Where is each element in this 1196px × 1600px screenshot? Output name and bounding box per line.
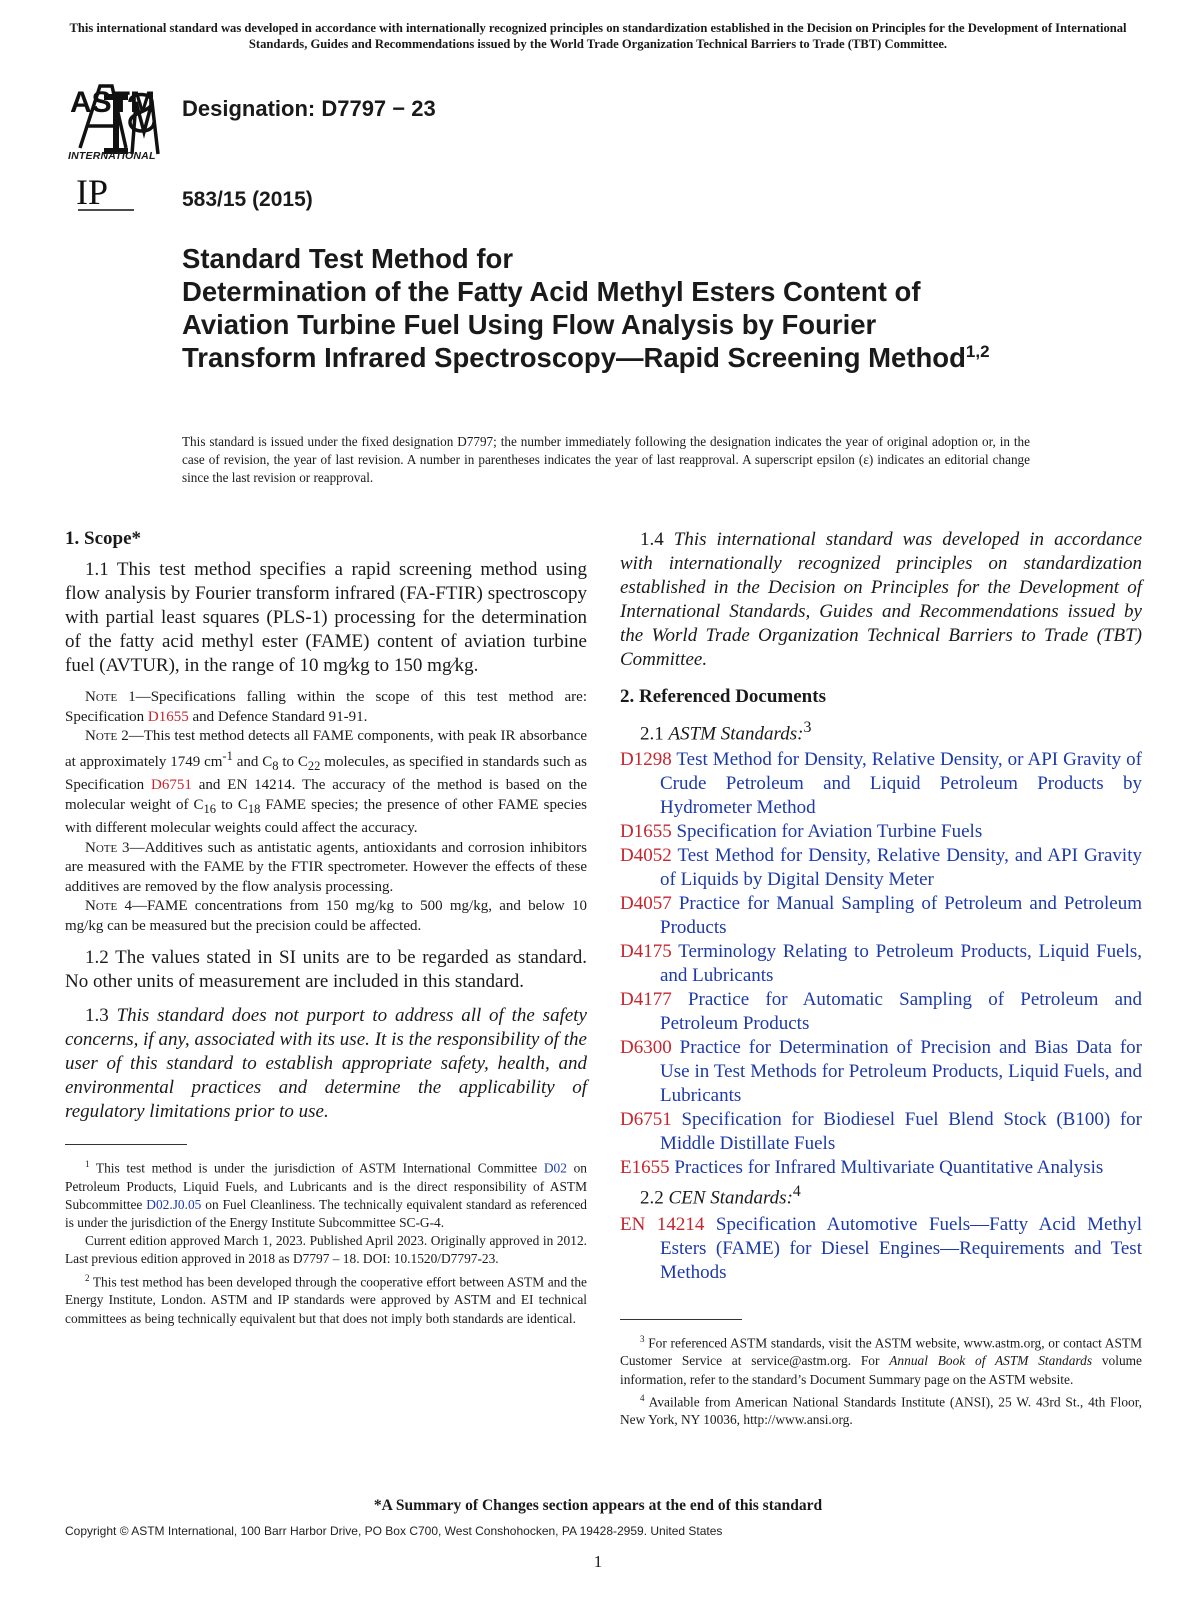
astm-international-label: INTERNATIONAL	[68, 150, 156, 162]
reference-item[interactable]: D4175 Terminology Relating to Petroleum Products, Liquid Fuels, and Lubricants	[620, 941, 1142, 987]
footnote-4: $^4$ Available from American National Standards Institute (ANSI), 25 W. 43rd St., 4th Floor, New York, NY 10036, http://www.ansi.org.	[620, 1392, 1142, 1428]
document-title	[182, 242, 1002, 374]
reference-item[interactable]: D4177 Practice for Automatic Sampling of Petroleum and Petroleum Products	[620, 989, 1143, 1035]
reference-item[interactable]: E1655 Practices for Infrared Multivariate Quantitative Analysis	[620, 1157, 1104, 1179]
svg-text:IP: IP	[76, 174, 109, 212]
footnote-rule-left	[65, 1144, 187, 1145]
reference-item[interactable]: D4057 Practice for Manual Sampling of Petroleum and Petroleum Products	[620, 893, 1142, 939]
title-main: Determination of the Fatty Acid Methyl Esters Content of Aviation Turbine Fuel Using Flow Analysis by Fourier Transform Infrared Spectroscopy—Rapid Screening Method$^{1,2}$	[182, 276, 990, 373]
page-number: 1	[593, 1552, 603, 1571]
ip-code: 583/15 (2015)	[182, 188, 313, 211]
link-d02-j0-05[interactable]: D02.J0.05	[146, 1196, 202, 1212]
ip-logo	[76, 174, 136, 214]
link-d02[interactable]: D02	[543, 1160, 567, 1176]
copyright-line: Copyright © ASTM International, 100 Barr Harbor Drive, PO Box C700, West Conshohocken, PA 19428-2959. United States	[65, 1524, 723, 1538]
para-1-2: 1.2 The values stated in SI units are to be regarded as standard. No other units of measurement are included in this standard.	[65, 947, 587, 992]
cen-reference-list	[620, 1213, 1142, 1285]
cen-standards-heading: 2.2 CEN Standards:$^4$	[640, 1183, 801, 1209]
link-d6751[interactable]: D6751	[151, 777, 192, 793]
designation: Designation: D7797 − 23	[182, 96, 436, 121]
reference-item[interactable]: D6300 Practice for Determination of Precision and Bias Data for Use in Test Methods for Petroleum Products, Liquid Fuels, and Lubricants	[620, 1037, 1142, 1107]
footnote-1: $^1$ This test method is under the jurisdiction of ASTM International Committee D02 on Petroleum Products, Liquid Fuels, and Lubricants and is the direct responsibility of ASTM Subcommittee D02.J0.05 on Fuel Cleanliness. The technically equivalent standard as referenced is under the jurisdiction of the Energy Institute Subcommittee SC-G-4.	[65, 1159, 587, 1231]
note-4: Note 4—FAME concentrations from 150 mg/kg to 500 mg/kg, and below 10 mg/kg can be measured but the precision could be affected.	[65, 898, 587, 934]
footnote-rule-right	[620, 1319, 742, 1320]
note-3: Note 3—Additives such as antistatic agents, antioxidants and corrosion inhibitors are measured with the FAME by the FTIR spectrometer. However the effects of these additives are removed by the flow analysis processing.	[65, 839, 587, 895]
para-1-4: 1.4 This international standard was developed in accordance with internationally recognized principles on standardization established in the Decision on Principles for the Development of International Standards, Guides and Recommendations issued by the World Trade Organization Technical Barriers to Trade (TBT) Committee.	[620, 529, 1143, 670]
reference-item[interactable]: EN 14214 Specification Automotive Fuels—Fatty Acid Methyl Esters (FAME) for Diesel Engines—Requirements and Test Methods	[620, 1213, 1143, 1283]
note-2: Note 2—This test method detects all FAME components, with peak IR absorbance at approximately 1749 $cm^{-1}$ and $C_8$ to $C_{22}$ molecules, as specified in standards such as Specification D6751 and EN 14214. The accuracy of the method is based on the molecular weight of $C_{16}$ to $C_{18}$ FAME species; the presence of other FAME species with different molecular weights could affect the accuracy.	[65, 728, 588, 836]
tbt-notice: This international standard was developed in accordance with internationally recognized principles on standardization established in the Decision on Principles for the Development of International Standards, Guides and Recommendations issued by the World Trade Organization Technical Barriers to Trade (TBT) Committee.	[69, 21, 1127, 51]
svg-text:ASTM: ASTM	[70, 86, 155, 119]
footnote-2: $^2$ This test method has been developed through the cooperative effort between ASTM and the Energy Institute, London. ASTM and IP standards were approved by ASTM and EI technical committees as being technically equivalent but that does not imply both standards are identical.	[65, 1272, 587, 1326]
summary-of-changes-note: *A Summary of Changes section appears at the end of this standard	[373, 1497, 823, 1514]
astm-standards-heading: 2.1 ASTM Standards:$^3$	[640, 719, 812, 745]
scope-heading: 1. Scope*	[65, 528, 141, 549]
note-1: Note 1—Specifications falling within the scope of this test method are: Specification D1655 and Defence Standard 91-91.	[65, 689, 587, 725]
footnote-1-edition: Current edition approved March 1, 2023. Published April 2023. Originally approved in 2012. Last previous edition approved in 2018 as D7797 – 18. DOI: 10.1520/D7797-23.	[65, 1233, 587, 1267]
right-column	[620, 528, 1142, 1430]
reference-item[interactable]: D6751 Specification for Biodiesel Fuel Blend Stock (B100) for Middle Distillate Fuels	[620, 1109, 1143, 1155]
reference-item[interactable]: D1298 Test Method for Density, Relative Density, or API Gravity of Crude Petroleum and Liquid Petroleum Products by Hydrometer Method	[620, 749, 1142, 819]
para-1-1: 1.1 This test method specifies a rapid screening method using flow analysis by Fourier transform infrared (FA-FTIR) spectroscopy with partial least squares (PLS-1) processing for the determination of the fatty acid methyl ester (FAME) content of aviation turbine fuel (AVTUR), in the range of 10 mg⁄kg to 150 mg⁄kg.	[65, 559, 587, 676]
reference-item[interactable]: D4052 Test Method for Density, Relative Density, and API Gravity of Liquids by Digital Density Meter	[620, 845, 1142, 891]
title-line-1: Standard Test Method for	[182, 243, 514, 274]
left-column	[65, 528, 587, 1328]
footnote-3: $^3$ For referenced ASTM standards, visit the ASTM website, www.astm.org, or contact ASTM Customer Service at service@astm.org. For Annual Book of ASTM Standards volume information, refer to the standard’s Document Summary page on the ASTM website.	[620, 1333, 1142, 1387]
link-d1655[interactable]: D1655	[147, 708, 189, 725]
issue-statement: This standard is issued under the fixed designation D7797; the number immediately following the designation indicates the year of original adoption or, in the case of revision, the year of last revision. A number in parentheses indicates the year of last reapproval. A superscript epsilon (ε) indicates an editorial change since the last revision or reapproval.	[182, 434, 1030, 485]
para-1-3: 1.3 This standard does not purport to address all of the safety concerns, if any, associated with its use. It is the responsibility of the user of this standard to establish appropriate safety, health, and environmental practices and determine the applicability of regulatory limitations prior to use.	[65, 1005, 587, 1122]
refdocs-heading: 2. Referenced Documents	[620, 686, 826, 707]
reference-item[interactable]: D1655 Specification for Aviation Turbine Fuels	[620, 821, 983, 843]
astm-reference-list	[620, 748, 1142, 1180]
